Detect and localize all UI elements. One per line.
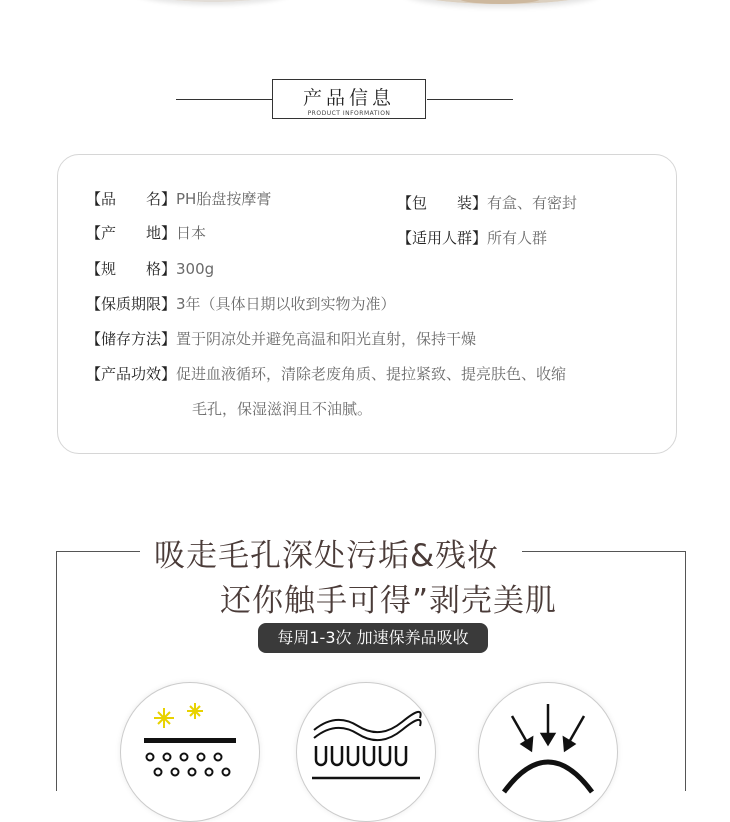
sparkle-skin-icon	[120, 682, 260, 822]
effect-value-line2: 毛孔，保湿滋润且不油腻。	[192, 400, 373, 418]
info-row-spec	[86, 258, 214, 280]
info-row-name	[86, 188, 271, 210]
storage-label: 【储存方法】	[86, 330, 177, 348]
audience-label: 【适用人群】	[397, 229, 488, 247]
effect-label: 【产品功效】	[86, 365, 177, 383]
spec-label: 【规 格】	[86, 260, 177, 278]
origin-label: 【产 地】	[86, 224, 177, 242]
effect-value-line1: 促进血液循环，清除老废角质、提拉紧致、提亮肤色、收缩	[176, 365, 567, 383]
header-divider-left	[176, 99, 272, 100]
promo-frame-right	[685, 551, 686, 791]
wavy-pores-icon	[296, 682, 436, 822]
info-row-shelf-life	[86, 293, 396, 315]
origin-value: 日本	[176, 224, 207, 242]
info-row-audience	[397, 227, 547, 249]
header-divider-right	[427, 99, 513, 100]
promo-headline-1: 吸走毛孔深处污垢&残妆	[154, 538, 500, 574]
usage-badge: 每周1-3次 加速保养品吸收	[258, 623, 488, 653]
product-image-left	[128, 0, 298, 2]
arrows-lift-icon	[478, 682, 618, 822]
info-row-origin	[86, 222, 206, 244]
promo-frame-top-left	[56, 551, 140, 552]
audience-value: 所有人群	[487, 229, 548, 247]
promo-frame-top-right	[522, 551, 686, 552]
info-row-storage	[86, 328, 476, 350]
section-subtitle: PRODUCT INFORMATION	[307, 110, 391, 117]
section-title: 产品信息	[302, 87, 395, 109]
shelf-label: 【保质期限】	[86, 295, 177, 313]
package-label: 【包 装】	[397, 194, 488, 212]
info-row-effect	[86, 363, 566, 385]
circle-pores	[296, 682, 436, 822]
shelf-value: 3年（具体日期以收到实物为准）	[176, 295, 396, 313]
promo-headline-2: 还你触手可得”剥壳美肌	[220, 583, 558, 619]
info-row-effect-cont	[192, 398, 372, 420]
package-value: 有盒、有密封	[487, 194, 578, 212]
info-row-package	[397, 192, 577, 214]
circle-sparkle	[120, 682, 260, 822]
name-label: 【品 名】	[86, 190, 177, 208]
promo-frame-left	[56, 551, 57, 791]
storage-value: 置于阴凉处并避免高温和阳光直射，保持干燥	[176, 330, 477, 348]
spec-value: 300g	[176, 260, 215, 278]
name-value: PH胎盘按摩膏	[176, 190, 272, 208]
section-header	[272, 79, 426, 119]
circle-lift	[478, 682, 618, 822]
